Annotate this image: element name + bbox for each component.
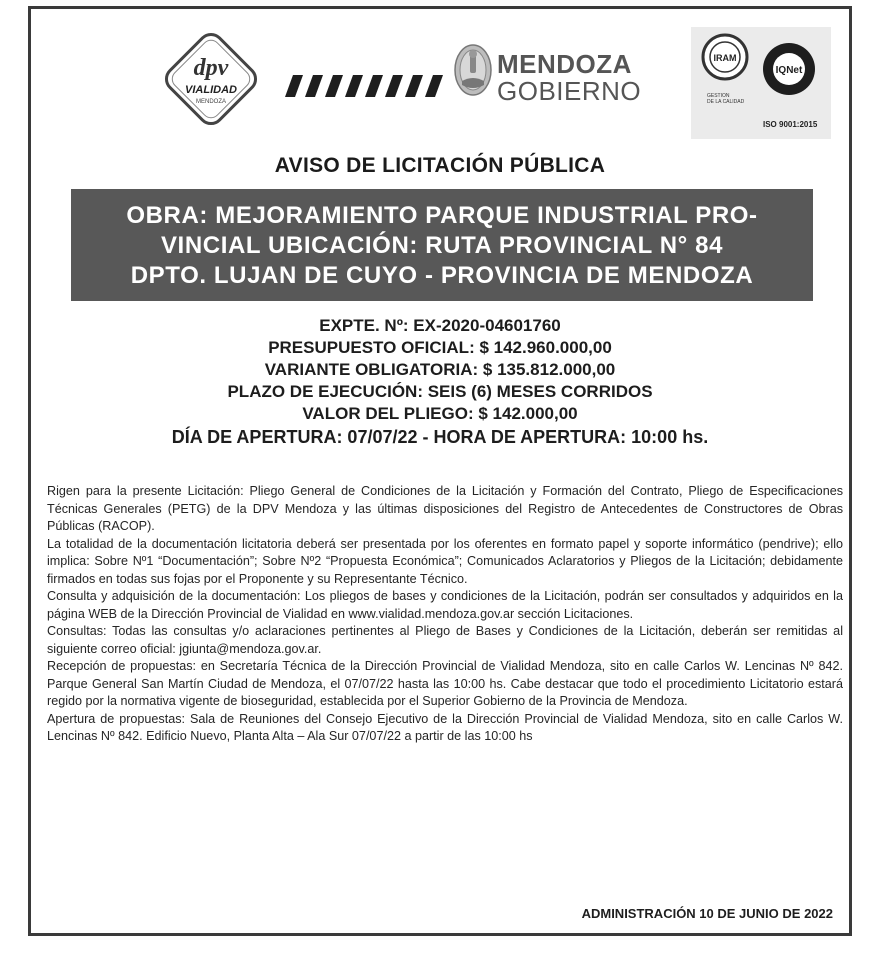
notice-body <box>47 483 843 746</box>
mendoza-shield-icon <box>453 43 493 97</box>
paragraph-consultas-correo: Consultas: Todas las consultas y/o aclaraciones pertinentes al Pliego de Bases y Condiciones de la Licitación, deberán ser remitidas al siguiente correo oficial: jgiunta@mendoza.gov.ar. <box>47 624 843 656</box>
stripes-ornament <box>279 75 447 97</box>
paragraph-recepcion: Recepción de propuestas: en Secretaría Técnica de la Dirección Provincial de Vialidad Mendoza, sito en calle Carlos W. Lencinas Nº 842. Parque General San Martín Ciudad de Mendoza, el 07/07/22 hasta las 10:00 hs. Cabe destacar que todo el procedimiento Licitatorio estará regido por la normativa vigente de bioseguridad, establecida por el Superior Gobierno de la Provincia de Mendoza. <box>47 659 843 708</box>
obra-banner <box>71 189 813 301</box>
paragraph-documentacion: La totalidad de la documentación licitatoria deberá ser presentada por los oferentes en formato papel y soporte informático (pendrive); ello implica: Sobre Nº1 “Documentación”; Sobre Nº2 “Propuesta Económica”; Comunicados Aclaratorios y Pliegos de la Licitación; debidamente firmados en todas sus fojas por el Proponente y su Representante Técnico. <box>47 536 843 586</box>
logo-row <box>131 23 831 143</box>
svg-text:VIALIDAD: VIALIDAD <box>185 84 237 96</box>
banner-line: DPTO. LUJAN DE CUYO - PROVINCIA DE MENDOZA <box>130 262 754 289</box>
notice-frame <box>28 6 852 936</box>
valor-pliego: VALOR DEL PLIEGO: $ 142.000,00 <box>302 404 578 423</box>
mendoza-label: MENDOZA <box>497 49 632 79</box>
notice-heading: AVISO DE LICITACIÓN PÚBLICA <box>274 154 606 177</box>
gestion-calidad-text: GESTION DE LA CALIDAD <box>707 93 745 105</box>
dia-apertura: DÍA DE APERTURA: 07/07/22 - HORA DE APERTURA: 10:00 hs. <box>171 427 709 447</box>
iso-label: ISO 9001:2015 <box>763 120 818 129</box>
paragraph-apertura: Apertura de propuestas: Sala de Reuniones del Consejo Ejecutivo de la Dirección Provincial de Vialidad Mendoza, sito en calle Carlos W. Lencinas Nº 842. Edificio Nuevo, Planta Alta – Ala Sur 07/07/22 a partir de las 10:00 hs <box>47 711 843 743</box>
svg-text:dpv: dpv <box>193 55 229 81</box>
banner-line: VINCIAL UBICACIÓN: RUTA PROVINCIAL N° 84 <box>160 232 724 259</box>
svg-text:IRAM: IRAM <box>713 53 737 63</box>
banner-line: OBRA: MEJORAMIENTO PARQUE INDUSTRIAL PRO- <box>126 202 758 229</box>
svg-text:IQNet: IQNet <box>775 65 803 76</box>
presupuesto-oficial: PRESUPUESTO OFICIAL: $ 142.960.000,00 <box>268 338 612 357</box>
expediente-number: EXPTE. Nº: EX-2020-04601760 <box>319 316 561 335</box>
paragraph-rigen: Rigen para la presente Licitación: Pliego General de Condiciones de la Licitación y Formación del Contrato, Pliego de Especificaciones Técnicas Generales (PETG) de la DPV Mendoza y las últimas disposiciones del Registro de Antecedentes de Constructores de Obras Públicas (RACOP). <box>47 484 843 533</box>
gobierno-label: GOBIERNO <box>497 76 642 106</box>
plazo-ejecucion: PLAZO DE EJECUCIÓN: SEIS (6) MESES CORRIDOS <box>227 382 653 401</box>
paragraph-consulta: Consulta y adquisición de la documentación: Los pliegos de bases y condiciones de la Licitación, podrán ser consultados y adquiridos en la página WEB de la Dirección Provincial de Vialidad en www.vialidad.mendoza.gov.ar sección Licitaciones. <box>47 589 843 621</box>
mendoza-gobierno-wordmark <box>497 51 641 104</box>
key-facts <box>31 315 849 449</box>
variante-obligatoria: VARIANTE OBLIGATORIA: $ 135.812.000,00 <box>264 360 616 379</box>
dpv-vialidad-logo <box>159 27 263 131</box>
svg-text:MENDOZA: MENDOZA <box>196 99 226 105</box>
administration-date: ADMINISTRACIÓN 10 DE JUNIO DE 2022 <box>581 906 833 921</box>
